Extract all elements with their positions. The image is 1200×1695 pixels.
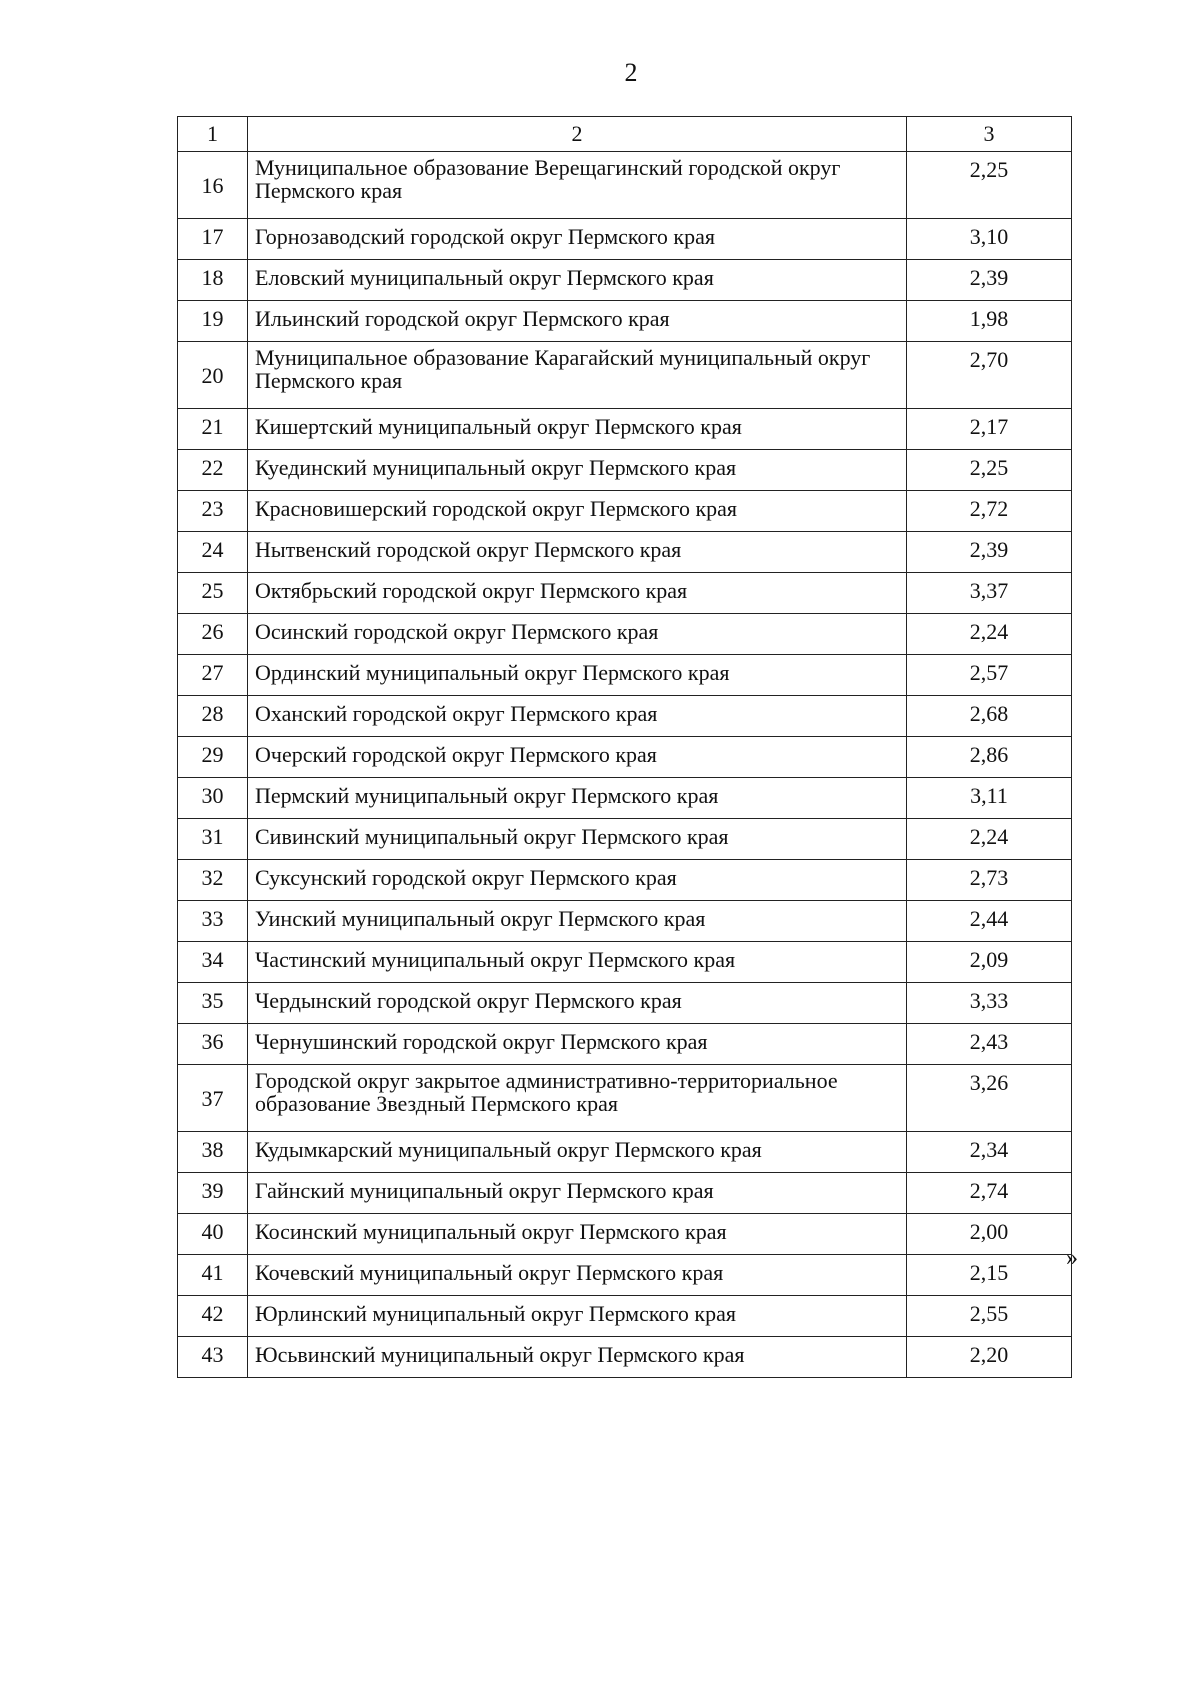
table-row [178,342,1072,409]
row-number-cell: 17 [178,219,248,260]
table-row [178,409,1072,450]
row-number-cell: 36 [178,1024,248,1065]
coefficient-value-cell: 2,15 [907,1255,1072,1296]
coefficient-value-cell: 1,98 [907,301,1072,342]
table-row [178,1337,1072,1378]
header-cell-col1: 1 [178,117,248,152]
table-row [178,1214,1072,1255]
coefficient-value-cell: 2,55 [907,1296,1072,1337]
municipality-name-cell: Кишертский муниципальный округ Пермского края [248,409,907,450]
municipality-name-cell: Частинский муниципальный округ Пермского края [248,942,907,983]
table-row [178,655,1072,696]
municipality-name-cell: Осинский городской округ Пермского края [248,614,907,655]
row-number-cell: 40 [178,1214,248,1255]
row-number-cell: 24 [178,532,248,573]
municipal-coefficients-table [177,116,1072,1378]
closing-quote-mark: » [1066,1245,1078,1271]
table-row [178,450,1072,491]
coefficient-value-cell: 2,17 [907,409,1072,450]
row-number-cell: 31 [178,819,248,860]
municipality-name-cell: Уинский муниципальный округ Пермского края [248,901,907,942]
coefficient-value-cell: 2,20 [907,1337,1072,1378]
table-row [178,1132,1072,1173]
coefficient-value-cell: 2,39 [907,532,1072,573]
municipality-name-cell: Косинский муниципальный округ Пермского края [248,1214,907,1255]
header-cell-col3: 3 [907,117,1072,152]
coefficient-value-cell: 3,10 [907,219,1072,260]
table-row [178,1024,1072,1065]
table-row [178,152,1072,219]
coefficient-value-cell: 2,68 [907,696,1072,737]
municipality-name-cell: Суксунский городской округ Пермского края [248,860,907,901]
municipality-name-cell: Городской округ закрытое административно-территориальное образование Звездный Пермского края [248,1065,907,1132]
coefficient-value-cell: 3,33 [907,983,1072,1024]
row-number-cell: 23 [178,491,248,532]
municipality-name-cell: Оханский городской округ Пермского края [248,696,907,737]
municipality-name-cell: Октябрьский городской округ Пермского края [248,573,907,614]
table-row [178,778,1072,819]
row-number-cell: 30 [178,778,248,819]
table-row [178,614,1072,655]
row-number-cell: 37 [178,1065,248,1132]
row-number-cell: 26 [178,614,248,655]
municipality-name-cell: Красновишерский городской округ Пермского края [248,491,907,532]
coefficient-value-cell: 2,09 [907,942,1072,983]
row-number-cell: 16 [178,152,248,219]
header-cell-col2: 2 [248,117,907,152]
table-row [178,301,1072,342]
row-number-cell: 39 [178,1173,248,1214]
row-number-cell: 33 [178,901,248,942]
table-row [178,696,1072,737]
table-row [178,983,1072,1024]
row-number-cell: 28 [178,696,248,737]
municipality-name-cell: Юрлинский муниципальный округ Пермского края [248,1296,907,1337]
row-number-cell: 22 [178,450,248,491]
row-number-cell: 27 [178,655,248,696]
municipality-name-cell: Еловский муниципальный округ Пермского края [248,260,907,301]
table-row [178,532,1072,573]
coefficient-value-cell: 2,24 [907,614,1072,655]
row-number-cell: 43 [178,1337,248,1378]
coefficient-value-cell: 2,25 [907,152,1072,219]
coefficient-value-cell: 2,39 [907,260,1072,301]
coefficient-value-cell: 2,74 [907,1173,1072,1214]
coefficient-value-cell: 2,43 [907,1024,1072,1065]
coefficient-value-cell: 2,34 [907,1132,1072,1173]
coefficient-value-cell: 3,11 [907,778,1072,819]
row-number-cell: 18 [178,260,248,301]
table-row [178,860,1072,901]
row-number-cell: 35 [178,983,248,1024]
table-row [178,491,1072,532]
municipality-name-cell: Гайнский муниципальный округ Пермского края [248,1173,907,1214]
coefficient-value-cell: 2,44 [907,901,1072,942]
page-number: 2 [624,58,638,87]
table-body [178,117,1072,1378]
municipality-name-cell: Сивинский муниципальный округ Пермского края [248,819,907,860]
table-row [178,942,1072,983]
coefficient-value-cell: 3,26 [907,1065,1072,1132]
coefficient-value-cell: 2,86 [907,737,1072,778]
municipality-name-cell: Кочевский муниципальный округ Пермского края [248,1255,907,1296]
municipality-name-cell: Юсьвинский муниципальный округ Пермского края [248,1337,907,1378]
municipality-name-cell: Ильинский городской округ Пермского края [248,301,907,342]
coefficient-value-cell: 2,70 [907,342,1072,409]
row-number-cell: 25 [178,573,248,614]
row-number-cell: 34 [178,942,248,983]
table-row [178,1255,1072,1296]
table-row [178,573,1072,614]
coefficient-value-cell: 2,73 [907,860,1072,901]
municipality-name-cell: Чернушинский городской округ Пермского края [248,1024,907,1065]
row-number-cell: 20 [178,342,248,409]
row-number-cell: 42 [178,1296,248,1337]
table-row [178,1173,1072,1214]
municipality-name-cell: Чердынский городской округ Пермского края [248,983,907,1024]
row-number-cell: 32 [178,860,248,901]
coefficient-value-cell: 2,25 [907,450,1072,491]
table-row [178,1296,1072,1337]
row-number-cell: 19 [178,301,248,342]
municipality-name-cell: Муниципальное образование Верещагинский городской округ Пермского края [248,152,907,219]
coefficient-value-cell: 2,00 [907,1214,1072,1255]
coefficient-value-cell: 2,57 [907,655,1072,696]
municipality-name-cell: Муниципальное образование Карагайский муниципальный округ Пермского края [248,342,907,409]
table-row [178,819,1072,860]
municipality-name-cell: Куединский муниципальный округ Пермского края [248,450,907,491]
municipality-name-cell: Нытвенский городской округ Пермского края [248,532,907,573]
municipality-name-cell: Ординский муниципальный округ Пермского края [248,655,907,696]
coefficient-value-cell: 2,24 [907,819,1072,860]
municipality-name-cell: Пермский муниципальный округ Пермского края [248,778,907,819]
table-row [178,219,1072,260]
row-number-cell: 38 [178,1132,248,1173]
coefficient-value-cell: 2,72 [907,491,1072,532]
table-row [178,901,1072,942]
row-number-cell: 41 [178,1255,248,1296]
row-number-cell: 21 [178,409,248,450]
table-row [178,260,1072,301]
municipality-name-cell: Очерский городской округ Пермского края [248,737,907,778]
table-row [178,1065,1072,1132]
table-header-row [178,117,1072,152]
municipality-name-cell: Горнозаводский городской округ Пермского края [248,219,907,260]
coefficient-value-cell: 3,37 [907,573,1072,614]
table-row [178,737,1072,778]
municipality-name-cell: Кудымкарский муниципальный округ Пермского края [248,1132,907,1173]
row-number-cell: 29 [178,737,248,778]
